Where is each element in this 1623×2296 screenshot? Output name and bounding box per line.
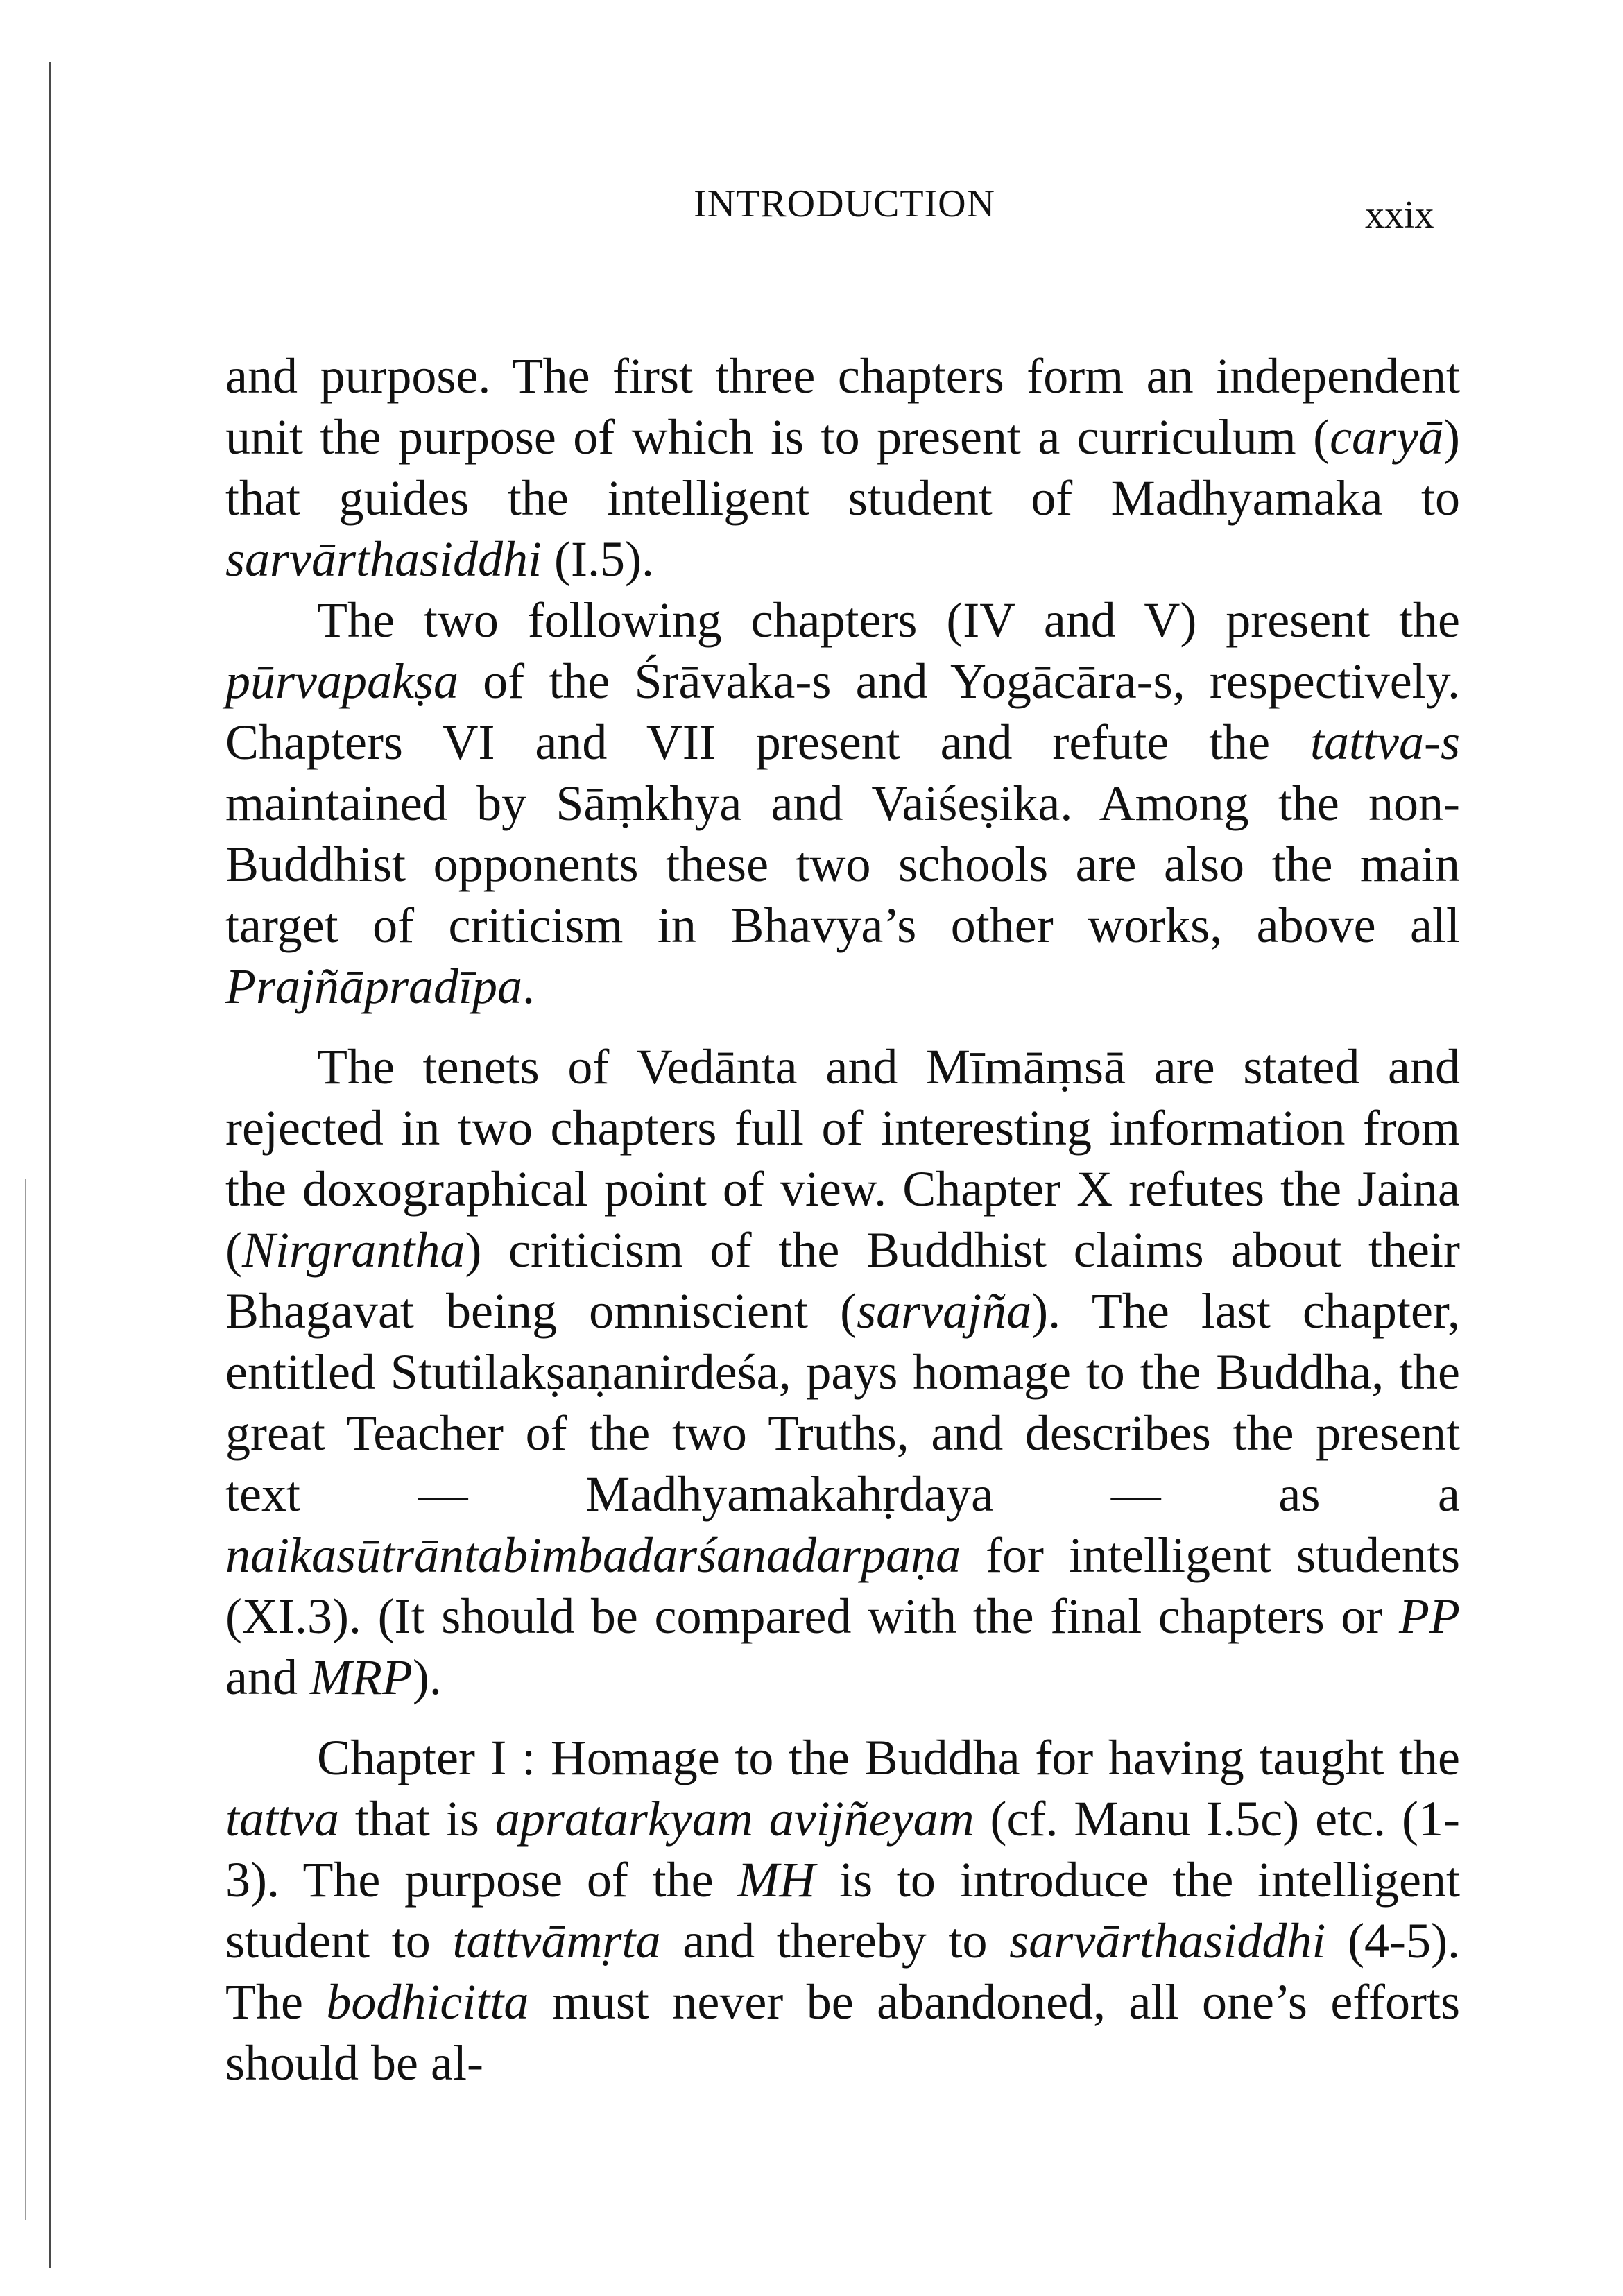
italic-term: Prajñāpradīpa xyxy=(225,959,523,1014)
text-run: and xyxy=(225,1650,310,1705)
text-run: (cf. Manu I.5c) etc. (1-3). The purpose of the xyxy=(225,1791,1461,1908)
page-number: xxix xyxy=(1365,194,1434,237)
italic-term: tattva xyxy=(225,1791,339,1847)
paragraph xyxy=(225,345,1460,590)
paragraph xyxy=(225,590,1460,1017)
text-run: is to introduce the intelligent student to xyxy=(225,1852,1460,1969)
text-run: Chapter I : Homage to the Buddha for having taught the xyxy=(317,1730,1460,1785)
text-run: maintained by Sāṃkhya and Vaiśeṣika. Among the non-Buddhist opponents these two schools are also the main target of criticism in Bhavya’s other works, above all xyxy=(225,776,1460,953)
text-run: and thereby to xyxy=(660,1913,1010,1969)
italic-term: PP xyxy=(1399,1588,1460,1644)
italic-term: Nirgrantha xyxy=(241,1222,465,1278)
text-run: that is xyxy=(338,1791,495,1847)
page-edge-line xyxy=(49,62,51,2268)
italic-term: naikasūtrāntabimbadarśanadarpaṇa xyxy=(225,1527,961,1583)
italic-term: bodhicitta xyxy=(326,1974,529,2030)
italic-term: MH xyxy=(737,1852,816,1908)
italic-term: sarvārthasiddhi xyxy=(225,531,542,587)
paragraph xyxy=(225,1036,1460,1708)
text-run: The tenets of Vedānta and Mīmāṃsā are stated and rejected in two chapters full of interesting information from the doxographical point of view. Chapter X refutes the Jaina ( xyxy=(225,1039,1460,1278)
text-run: . xyxy=(522,959,535,1014)
paragraph xyxy=(225,1727,1460,2093)
italic-term: sarvārthasiddhi xyxy=(1009,1913,1326,1969)
body-text xyxy=(225,345,1460,2093)
running-title: INTRODUCTION xyxy=(694,182,996,225)
page-edge-line-secondary xyxy=(25,1179,26,2220)
text-run: ) that guides the intelligent student of Madhyamaka to xyxy=(225,409,1460,526)
text-run: ). xyxy=(412,1650,442,1705)
text-run: of the Śrāvaka-s and Yogācāra-s, respectively. Chapters VI and VII present and refute the xyxy=(225,653,1460,770)
text-run: and purpose. The first three chapters form an independent unit the purpose of which is to present a curriculum ( xyxy=(225,348,1460,465)
italic-term: sarvajña xyxy=(857,1283,1032,1339)
italic-term: apratarkyam avijñeyam xyxy=(495,1791,974,1847)
text-run: The two following chapters (IV and V) present the xyxy=(317,592,1460,648)
text-run: ). The last chapter, entitled Stutilakṣaṇanirdeśa, pays homage to the Buddha, the great Teacher of the two Truths, and describes the present text — Madhyamakahṛdaya — as a xyxy=(225,1283,1460,1522)
italic-term: caryā xyxy=(1330,409,1444,465)
italic-term: pūrvapakṣa xyxy=(225,653,458,709)
text-run: (4-5). The xyxy=(225,1913,1460,2030)
italic-term: tattvāmṛta xyxy=(452,1913,661,1969)
running-header xyxy=(0,182,1623,237)
italic-term: MRP xyxy=(309,1650,413,1705)
text-run: (I.5). xyxy=(542,531,654,587)
text-run: for intelligent students (XI.3). (It should be compared with the final chapters or xyxy=(225,1527,1460,1644)
italic-term: tattva-s xyxy=(1310,714,1460,770)
text-run: must never be abandoned, all one’s efforts should be al- xyxy=(225,1974,1461,2091)
text-run: ) criticism of the Buddhist claims about their Bhagavat being omniscient ( xyxy=(225,1222,1460,1339)
